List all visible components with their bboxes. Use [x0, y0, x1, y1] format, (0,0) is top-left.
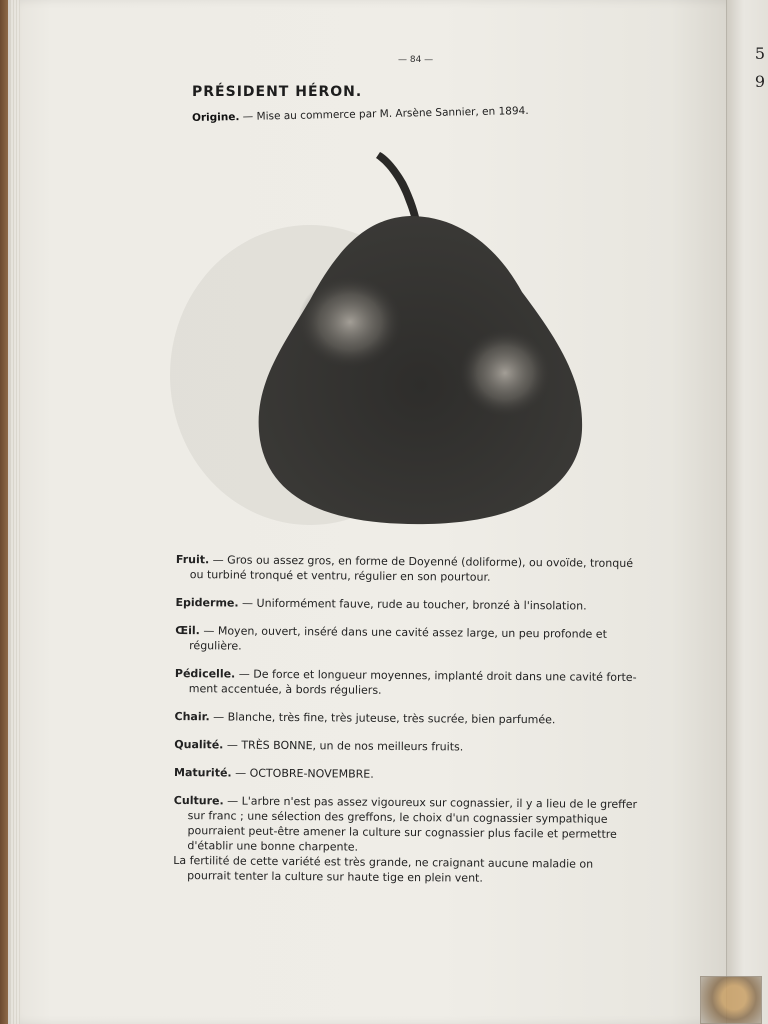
origin-label: Origine. [191, 111, 240, 124]
entry-fruit [176, 552, 668, 586]
page-number: — 84 — [398, 55, 434, 65]
entry-text: — TRÈS BONNE, un de nos meilleurs fruits. [223, 738, 464, 754]
origin-text: — Mise au commerce par M. Arsène Sannier, en 1894. [239, 104, 529, 124]
entry-text: — L'arbre n'est pas assez vigoureux sur cognassier, il y a lieu de le greffer [223, 794, 638, 812]
page-title: PRÉSIDENT HÉRON. [192, 84, 363, 100]
entry-label: Maturité. [174, 765, 232, 780]
entry-label: Epiderme. [175, 595, 239, 610]
entry-label: Chair. [174, 709, 210, 724]
next-page-char-1: 5 [754, 44, 765, 63]
entry-culture [173, 793, 666, 857]
entry-text-cont: régulière. [189, 639, 242, 653]
entry-text-cont: pourraient peut-être amener la culture sur cognassier plus facile et permettre [187, 824, 617, 841]
entry-text-cont: ment accentuée, à bords réguliers. [188, 682, 382, 697]
entry-text: — Gros ou assez gros, en forme de Doyenné (doliforme), ou ovoïde, tronqué [209, 553, 634, 570]
entry-text-cont: sur franc ; une sélection des greffons, le choix d'un cognassier sympathique [187, 809, 608, 826]
entry-oeil [175, 623, 667, 657]
entry-qualite [174, 737, 666, 756]
entry-label: Œil. [175, 623, 200, 638]
photo-thumbnail [700, 976, 762, 1024]
entry-text: — De force et longueur moyennes, implanté droit dans une cavité forte- [235, 667, 637, 685]
entry-label: Fruit. [175, 552, 210, 567]
pear-highlight-right [459, 329, 551, 417]
closing-line-cont: pourrait tenter la culture sur haute tige en plein vent. [187, 869, 483, 885]
entry-maturite [174, 765, 666, 784]
entry-label: Pédicelle. [174, 666, 236, 681]
next-page-edge [726, 0, 768, 1024]
closing-line: La fertilité de cette variété est très grande, ne craignant aucune maladie on [173, 853, 594, 871]
entry-chair [174, 709, 666, 728]
next-page-char-2: 9 [754, 72, 765, 91]
entry-text: — OCTOBRE-NOVEMBRE. [231, 766, 374, 781]
pear-svg [160, 140, 600, 540]
entry-text: — Uniformément fauve, rude au toucher, bronzé à l'insolation. [238, 596, 587, 613]
pear-illustration [160, 140, 600, 540]
closing-paragraph [173, 853, 665, 887]
entry-text-cont: ou turbiné tronqué et ventru, régulier en son pourtour. [189, 568, 491, 584]
entry-pedicelle [175, 666, 667, 700]
entry-text: — Moyen, ouvert, inséré dans une cavité assez large, un peu profonde et [199, 624, 607, 641]
pear-highlight-left [298, 276, 402, 368]
entry-epiderme [175, 595, 667, 614]
entry-label: Culture. [173, 793, 224, 808]
entry-text-cont: d'établir une bonne charpente. [187, 839, 359, 854]
description-text [173, 552, 668, 900]
next-page-fragment [755, 40, 765, 96]
entry-label: Qualité. [174, 737, 224, 752]
page-edges [10, 0, 20, 1024]
entry-text: — Blanche, très fine, très juteuse, très sucrée, bien parfumée. [209, 710, 556, 727]
